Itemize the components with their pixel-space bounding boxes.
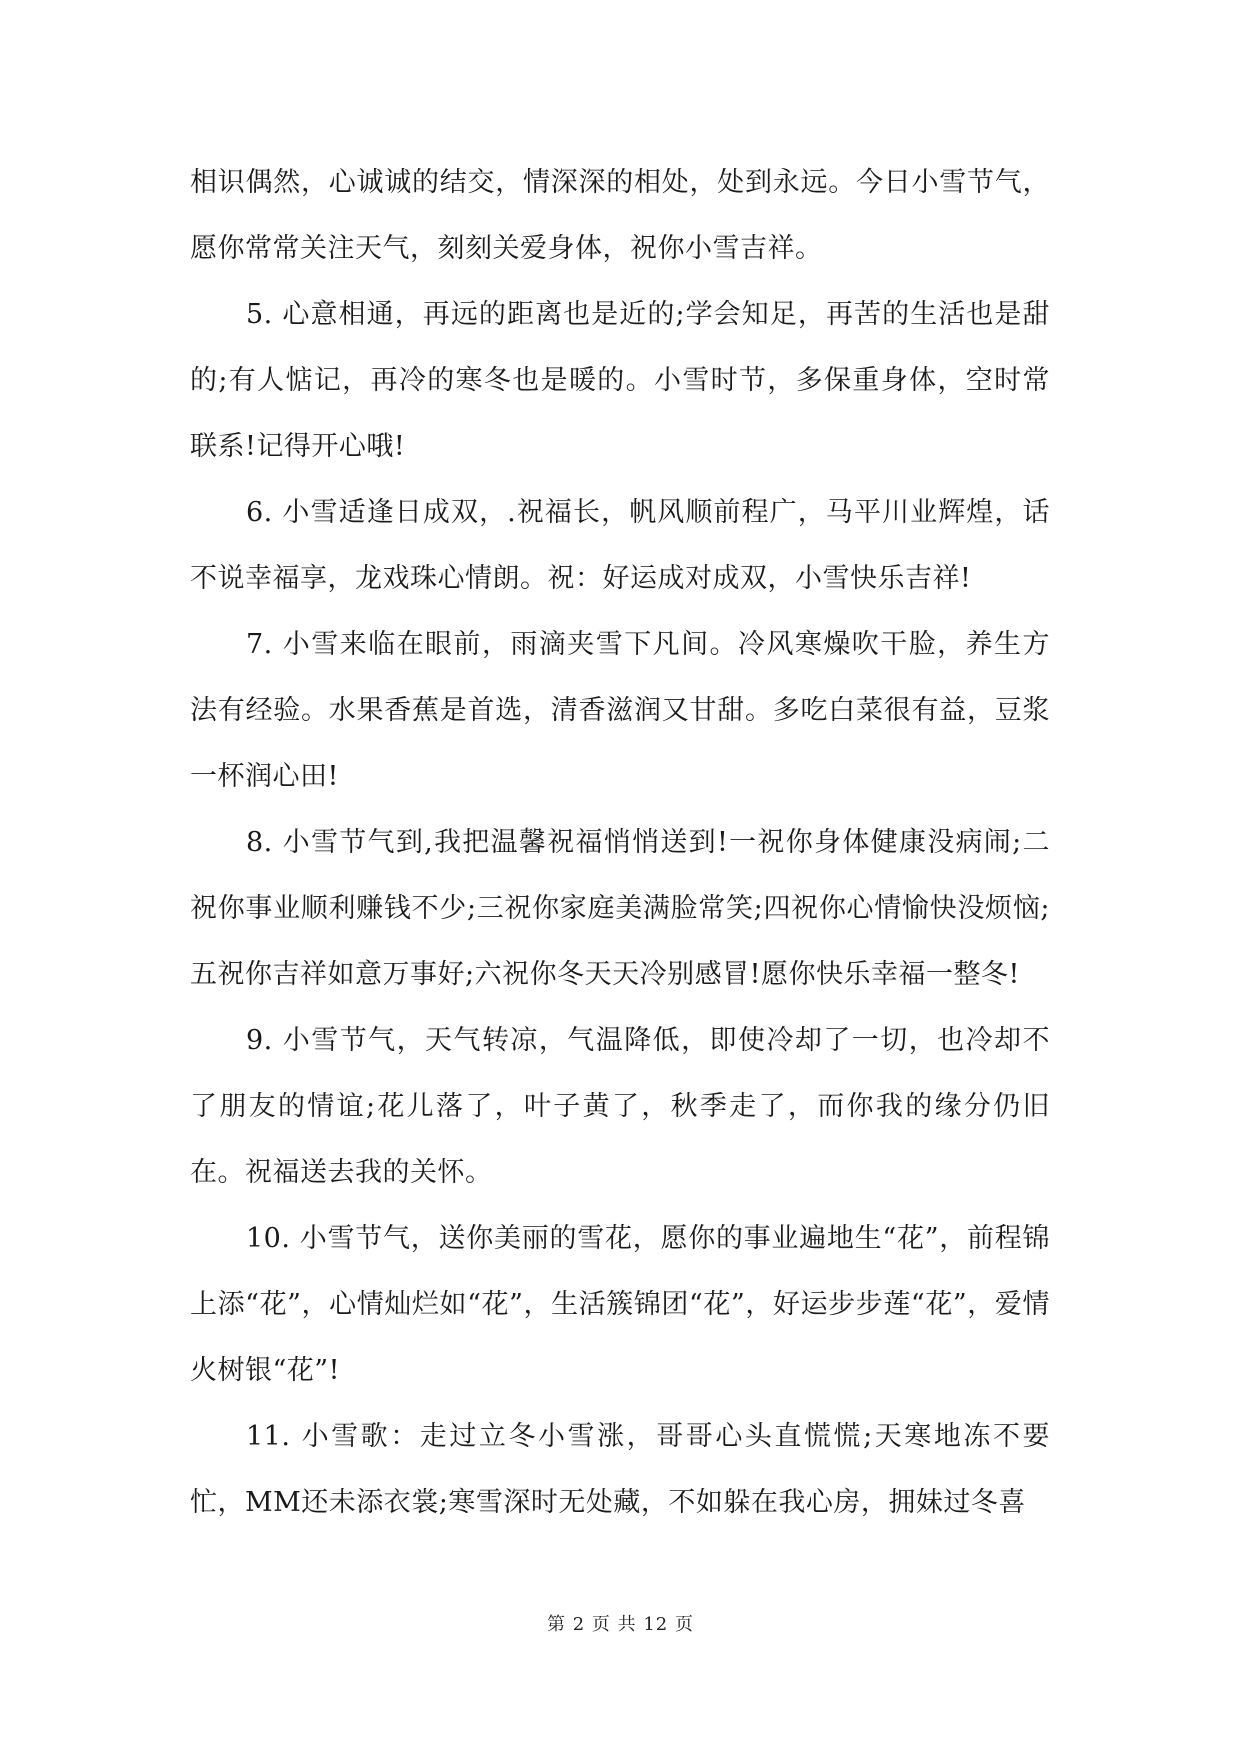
paragraph: 7. 小雪来临在眼前，雨滴夹雪下凡间。冷风寒燥吹干脸，养生方法有经验。水果香蕉是首选，清香滋润又甘甜。多吃白菜很有益，豆浆一杯润心田!: [190, 629, 1050, 792]
paragraph: 8. 小雪节气到,我把温馨祝福悄悄送到!一祝你身体健康没病闹;二祝你事业顺利赚钱不少;三祝你家庭美满脸常笑;四祝你心情愉快没烦恼;五祝你吉祥如意万事好;六祝你冬天天冷别感冒!愿你快乐幸福一整冬!: [190, 827, 1050, 990]
paragraph: 相识偶然，心诚诚的结交，情深深的相处，处到永远。今日小雪节气，愿你常常关注天气，刻刻关爱身体，祝你小雪吉祥。: [190, 167, 1050, 264]
paragraph: 10. 小雪节气，送你美丽的雪花，愿你的事业遍地生“花”，前程锦上添“花”，心情灿烂如“花”，生活簇锦团“花”，好运步步莲“花”，爱情火树银“花”!: [190, 1223, 1050, 1386]
paragraph: 11. 小雪歌：走过立冬小雪涨，哥哥心头直慌慌;天寒地冻不要忙，MM还未添衣裳;寒雪深时无处藏，不如躲在我心房，拥妹过冬喜: [190, 1421, 1050, 1518]
paragraph: 6. 小雪适逢日成双，.祝福长，帆风顺前程广，马平川业辉煌，话不说幸福享，龙戏珠心情朗。祝：好运成对成双，小雪快乐吉祥!: [190, 497, 1050, 594]
document-body: [190, 150, 1050, 1536]
page-number-footer: 第 2 页 共 12 页: [547, 1614, 694, 1635]
paragraph: 9. 小雪节气，天气转凉，气温降低，即使冷却了一切，也冷却不了朋友的情谊;花儿落了，叶子黄了，秋季走了，而你我的缘分仍旧在。祝福送去我的关怀。: [190, 1025, 1050, 1188]
paragraph: 5. 心意相通，再远的距离也是近的;学会知足，再苦的生活也是甜的;有人惦记，再冷的寒冬也是暖的。小雪时节，多保重身体，空时常联系!记得开心哦!: [190, 299, 1050, 462]
